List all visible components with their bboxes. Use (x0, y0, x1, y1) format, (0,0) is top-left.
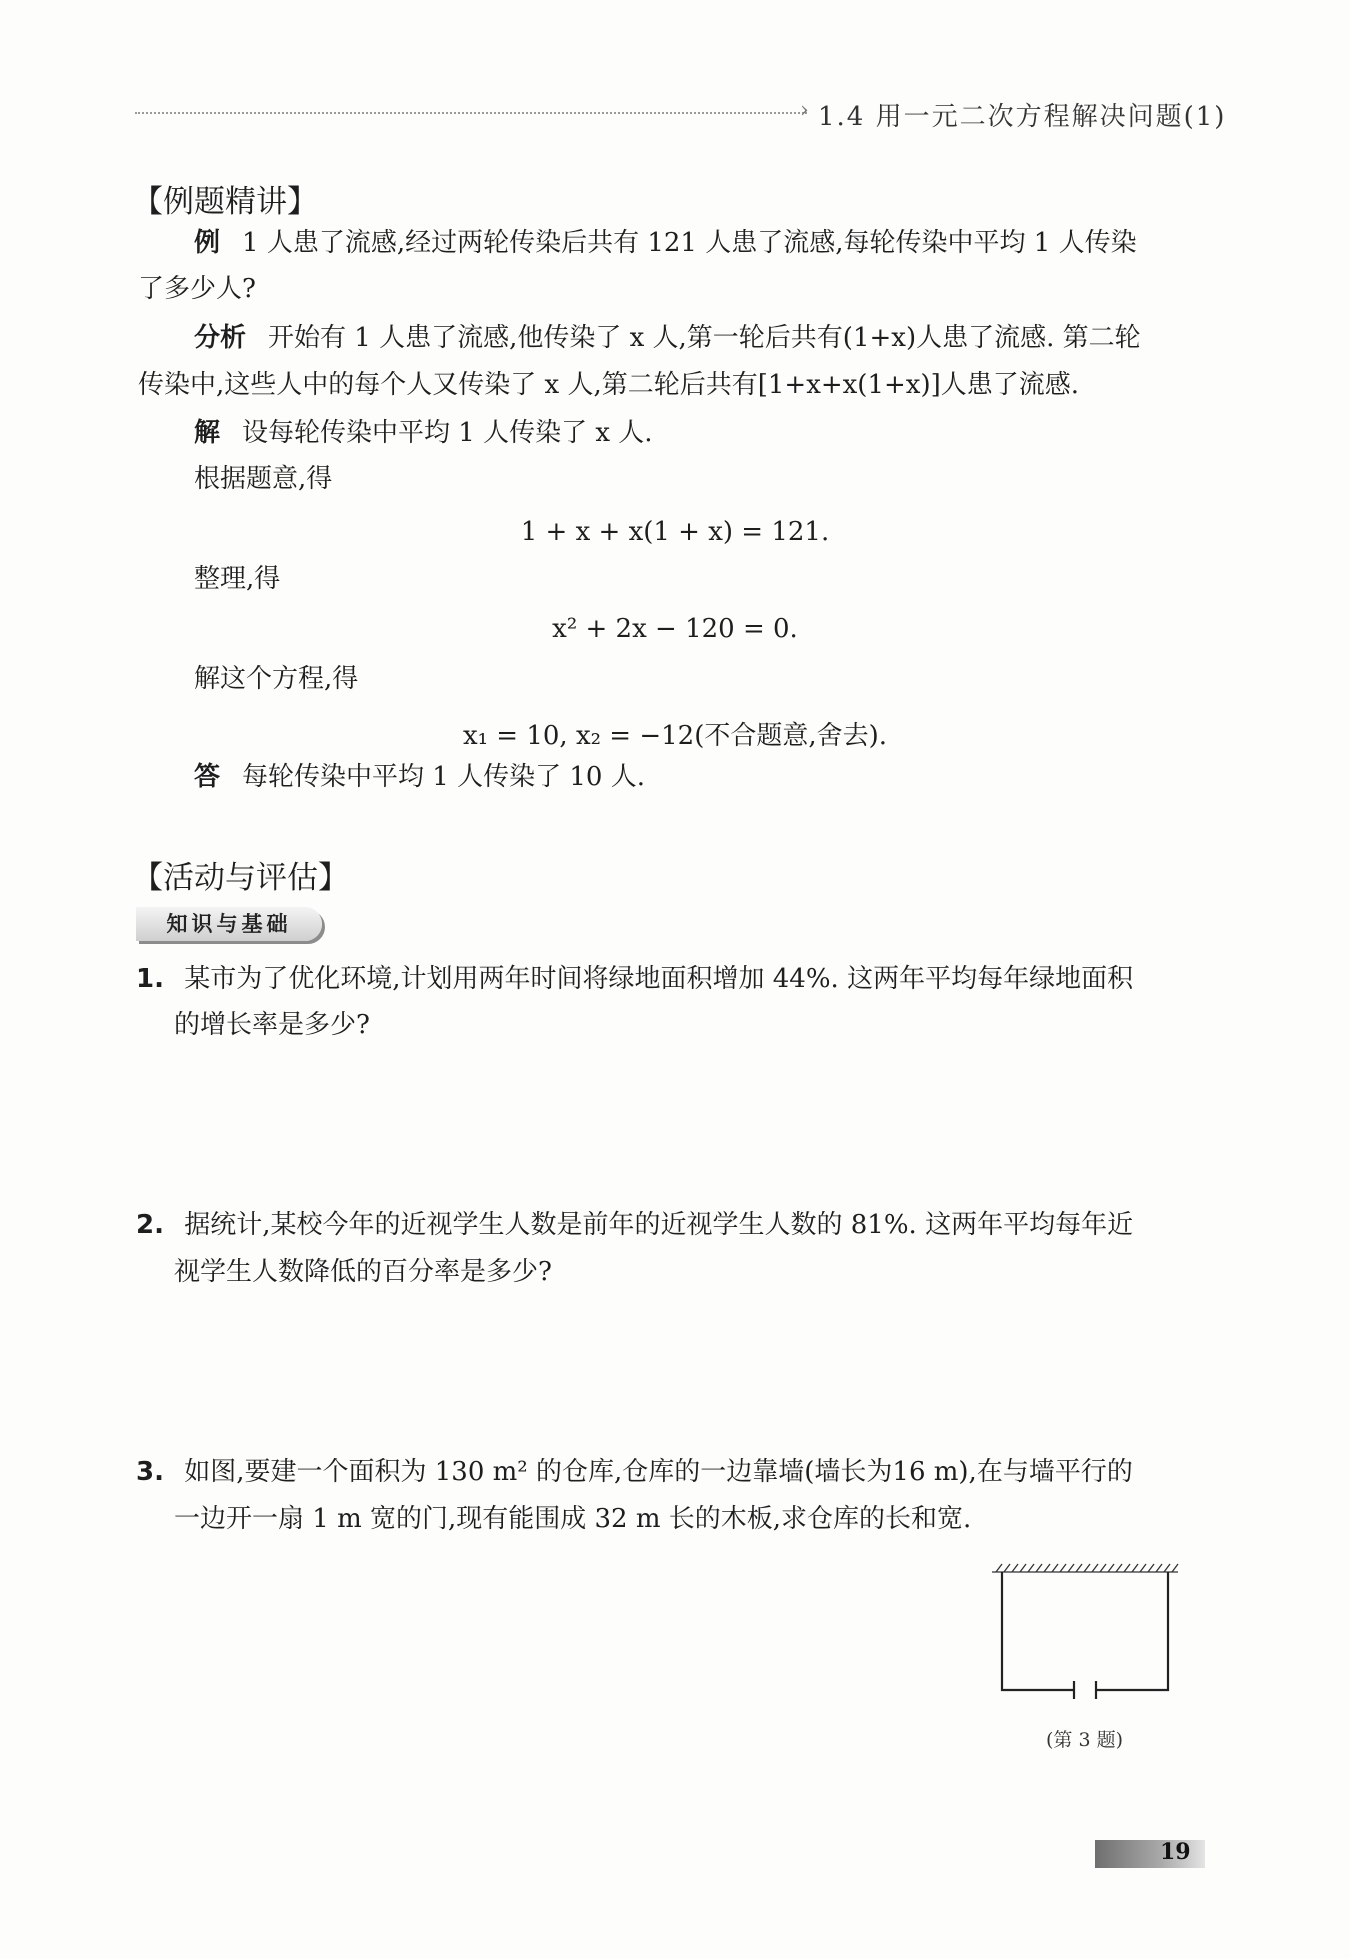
page-number: 19 (1160, 1839, 1191, 1865)
question-3-line2: 一边开一扇 1 m 宽的门,现有能围成 32 m 长的木板,求仓库的长和宽. (174, 1504, 972, 1534)
answer-label: 答 (194, 762, 221, 792)
knowledge-basics-badge: 知识与基础 (136, 907, 322, 941)
example-problem-line2: 了多少人? (138, 274, 256, 304)
figure-caption: (第 3 题) (1046, 1729, 1123, 1751)
answer-line (194, 764, 645, 790)
equation-2: x² + 2x − 120 = 0. (552, 614, 798, 644)
solution-label: 解 (194, 418, 221, 448)
question-2-line1 (136, 1212, 1133, 1238)
example-section-title: 【例题精讲】 (132, 184, 318, 220)
solution-step1: 根据题意,得 (194, 464, 333, 494)
question-1-line1 (136, 966, 1133, 992)
header-arrow-icon: › (800, 98, 809, 123)
example-problem-text: 1 人患了流感,经过两轮传染后共有 121 人患了流感,每轮传染中平均 1 人传染 (242, 228, 1137, 258)
solution-step3: 解这个方程,得 (194, 664, 359, 694)
question-3-line1 (136, 1459, 1133, 1485)
header-rule (135, 112, 807, 114)
question-2-text: 据统计,某校今年的近视学生人数是前年的近视学生人数的 81%. 这两年平均每年近 (184, 1210, 1134, 1240)
question-1-line2: 的增长率是多少? (174, 1010, 370, 1040)
solution-line1 (194, 420, 653, 446)
analysis-line1 (194, 325, 1141, 351)
solution-step2: 整理,得 (194, 564, 281, 594)
question-1-text: 某市为了优化环境,计划用两年时间将绿地面积增加 44%. 这两年平均每年绿地面积 (184, 964, 1134, 994)
analysis-line2: 传染中,这些人中的每个人又传染了 x 人,第二轮后共有[1+x+x(1+x)]人患了流感. (138, 370, 1079, 400)
equation-1: 1 + x + x(1 + x) = 121. (520, 517, 830, 547)
solution-text: 设每轮传染中平均 1 人传染了 x 人. (242, 418, 653, 448)
question-1-number: 1. (136, 964, 164, 994)
wall-hatching (992, 1564, 1178, 1572)
running-header: 1.4 用一元二次方程解决问题(1) (818, 102, 1227, 132)
warehouse-figure (990, 1560, 1190, 1700)
question-2-line2: 视学生人数降低的百分率是多少? (174, 1257, 552, 1287)
analysis-label: 分析 (194, 323, 247, 353)
question-3-number: 3. (136, 1457, 164, 1487)
fence-outline (1002, 1572, 1168, 1699)
example-label: 例 (194, 228, 221, 258)
activity-section-title: 【活动与评估】 (132, 860, 349, 896)
question-3-text: 如图,要建一个面积为 130 m² 的仓库,仓库的一边靠墙(墙长为16 m),在与墙平行的 (184, 1457, 1133, 1487)
analysis-text: 开始有 1 人患了流感,他传染了 x 人,第一轮后共有(1+x)人患了流感. 第二轮 (268, 323, 1141, 353)
equation-3: x₁ = 10, x₂ = −12(不合题意,舍去). (462, 721, 888, 751)
answer-text: 每轮传染中平均 1 人传染了 10 人. (242, 762, 645, 792)
question-2-number: 2. (136, 1210, 164, 1240)
example-problem-line1 (194, 230, 1137, 256)
